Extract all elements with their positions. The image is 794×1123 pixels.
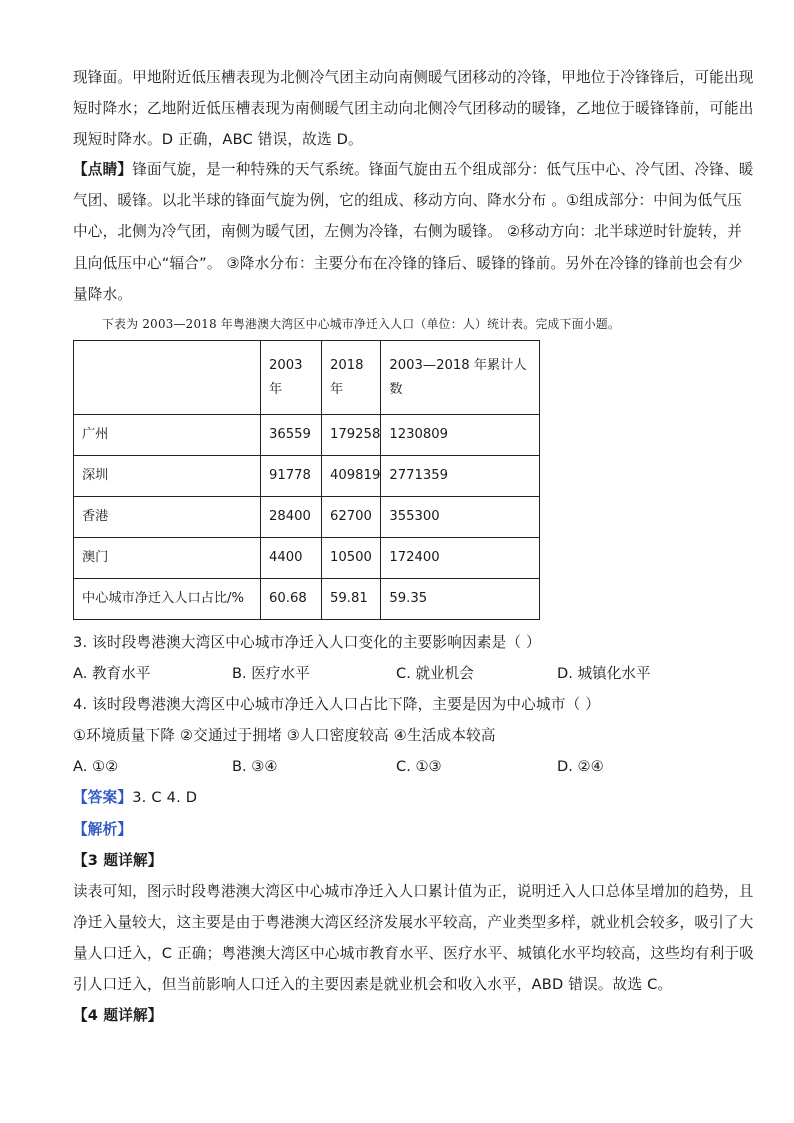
analysis-label <box>73 820 723 840</box>
table-cell: 60.68 <box>261 579 322 620</box>
q3-option-a: A. 教育水平 <box>73 665 151 682</box>
table-cell: 91778 <box>261 456 322 497</box>
table-header-cell <box>261 341 322 415</box>
paragraph-line: 现短时降水。D 正确，ABC 错误，故选 D。 <box>73 131 363 148</box>
table-cell: 172400 <box>381 538 540 579</box>
detail-4-label-text: 【4 题详解】 <box>73 1007 163 1024</box>
q3-option-c: C. 就业机会 <box>396 665 474 682</box>
q4-option-c: C. ①③ <box>396 758 442 775</box>
table-row <box>74 497 540 538</box>
table-cell: 36559 <box>261 415 322 456</box>
table-header-cell <box>322 341 381 415</box>
tip-text: 锋面气旋，是一种特殊的天气系统。锋面气旋由五个组成部分：低气压中心、冷气团、冷锋、暖 <box>132 161 754 178</box>
tip-line: 中心，北侧为冷气团，南侧为暖气团，左侧为冷锋，右侧为暖锋。 ②移动方向：北半球逆时针旋转，并 <box>73 223 743 240</box>
question-3-stem: 3. 该时段粤港澳大湾区中心城市净迁入人口变化的主要影响因素是（ ） <box>73 634 541 651</box>
table-row <box>74 538 540 579</box>
analysis-label-text: 【解析】 <box>73 821 133 838</box>
detail-4-label <box>73 1006 723 1026</box>
header-cumulative: 2003—2018 年累计人 数 <box>389 357 527 397</box>
paragraph-line: 现锋面。甲地附近低压槽表现为北侧冷气团主动向南侧暖气团移动的冷锋，甲地位于冷锋锋后，可能出现 <box>73 69 754 86</box>
table-cell: 59.81 <box>322 579 381 620</box>
table-cell: 香港 <box>74 497 261 538</box>
table-cell: 4400 <box>261 538 322 579</box>
table-row <box>74 579 540 620</box>
table-header-cell <box>74 341 261 415</box>
detail-3-line: 量人口迁入，C 正确；粤港澳大湾区中心城市教育水平、医疗水平、城镇化水平均较高，这些均有利于吸 <box>73 945 754 962</box>
detail-3-line: 读表可知，图示时段粤港澳大湾区中心城市净迁入人口累计值为正，说明迁入人口总体呈增加的趋势，且 <box>73 883 754 900</box>
table-row <box>74 415 540 456</box>
answer-label: 【答案】 <box>73 789 133 806</box>
paragraph-line: 短时降水；乙地附近低压槽表现为南侧暖气团主动向北侧冷气团移动的暖锋，乙地位于暖锋锋前，可能出 <box>73 100 754 117</box>
migration-table <box>73 340 540 620</box>
table-cell: 179258 <box>322 415 381 456</box>
table-cell: 355300 <box>381 497 540 538</box>
q3-option-b: B. 医疗水平 <box>232 665 310 682</box>
q4-option-d: D. ②④ <box>557 758 604 775</box>
table-cell: 1230809 <box>381 415 540 456</box>
tip-line: 气团、暖锋。以北半球的锋面气旋为例，它的组成、移动方向、降水分布 。①组成部分：中间为低气压 <box>73 192 743 209</box>
table-cell: 2771359 <box>381 456 540 497</box>
question-4-statements: ①环境质量下降 ②交通过于拥堵 ③人口密度较高 ④生活成本较高 <box>73 727 496 744</box>
table-cell: 中心城市净迁入人口占比/% <box>74 579 261 620</box>
detail-3-label <box>73 851 723 871</box>
header-2003: 2003 年 <box>269 357 303 397</box>
answer-line <box>73 788 723 808</box>
detail-3-line: 净迁入量较大，这主要是由于粤港澳大湾区经济发展水平较高，产业类型多样，就业机会较多，吸引了大 <box>73 914 754 931</box>
table-row <box>74 456 540 497</box>
tip-label: 【点睛】 <box>73 161 133 178</box>
table-cell: 62700 <box>322 497 381 538</box>
tip-line: 量降水。 <box>73 286 133 303</box>
table-cell: 广州 <box>74 415 261 456</box>
header-2018: 2018 年 <box>330 357 364 397</box>
detail-3-label-text: 【3 题详解】 <box>73 852 163 869</box>
tip-line: 且向低压中心“辐合”。 ③降水分布：主要分布在冷锋的锋后、暖锋的锋前。另外在冷锋的锋前也会有少 <box>73 255 743 272</box>
question-4-stem: 4. 该时段粤港澳大湾区中心城市净迁入人口占比下降，主要是因为中心城市（ ） <box>73 696 600 713</box>
q3-option-d: D. 城镇化水平 <box>557 665 651 682</box>
tip-line <box>73 160 754 180</box>
table-cell: 409819 <box>322 456 381 497</box>
table-cell: 28400 <box>261 497 322 538</box>
q4-option-a: A. ①② <box>73 758 119 775</box>
q4-option-b: B. ③④ <box>232 758 278 775</box>
table-header-row <box>74 341 540 415</box>
table-intro: 下表为 2003—2018 年粤港澳大湾区中心城市净迁入人口（单位：人）统计表。完成下面小题。 <box>102 317 621 331</box>
table-header-cell <box>381 341 540 415</box>
table-cell: 澳门 <box>74 538 261 579</box>
detail-3-line: 引人口迁入，但当前影响人口迁入的主要因素是就业机会和收入水平，ABD 错误。故选 C。 <box>73 976 673 993</box>
table-cell: 59.35 <box>381 579 540 620</box>
answer-text: 3. C 4. D <box>132 789 198 806</box>
table-cell: 10500 <box>322 538 381 579</box>
table-cell: 深圳 <box>74 456 261 497</box>
